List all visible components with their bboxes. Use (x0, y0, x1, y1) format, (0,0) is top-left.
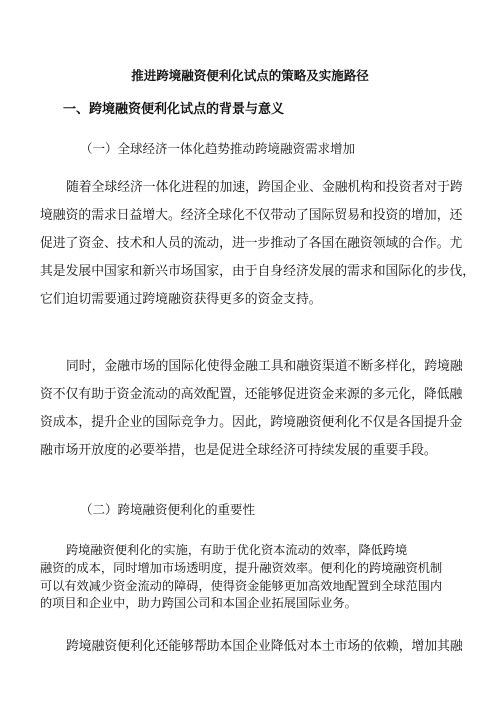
paragraph-line: 融资的成本，同时增加市场透明度，提升融资效率。便利化的跨境融资机制 (40, 561, 443, 575)
paragraph-line: 其是发展中国家和新兴市场国家，由于自身经济发展的需求和国际化的步伐， (40, 264, 476, 279)
paragraph-2 (40, 353, 463, 465)
paragraph-3 (40, 540, 468, 613)
paragraph-line: 境融资的需求日益增大。经济全球化不仅带动了国际贸易和投资的增加，还 (40, 208, 463, 223)
paragraph-line: 资成本，提升企业的国际竞争力。因此，跨境融资便利化不仅是各国提升金 (40, 415, 463, 430)
paragraph-line: 融市场开放度的必要举措，也是促进全球经济可持续发展的重要手段。 (40, 443, 437, 458)
paragraph-line: 可以有效减少资金流动的障碍，使得资金能够更加高效地配置到全球范围内 (40, 578, 443, 593)
paragraph-line: 跨境融资便利化的实施，有助于优化资本流动的效率，降低跨境 (66, 543, 408, 557)
paragraph-line: 促进了资金、技术和人员的流动，进一步推动了各国在融资领域的合作。尤 (40, 236, 463, 251)
paragraph-line: 资不仅有助于资金流动的高效配置，还能够促进资金来源的多元化，降低融 (40, 387, 463, 402)
paragraph-1 (40, 174, 476, 314)
paragraph-line: 它们迫切需要通过跨境融资获得更多的资金支持。 (40, 292, 322, 307)
subsection-heading-1: （一）全球经济一体化趋势推动跨境融资需求增加 (80, 141, 356, 156)
paragraph-line: 随着全球经济一体化进程的加速，跨国企业、金融机构和投资者对于跨 (66, 180, 463, 195)
subsection-heading-2: （二）跨境融资便利化的重要性 (80, 502, 256, 517)
paragraph-line: 的项目和企业中，助力跨国公司和本国企业拓展国际业务。 (40, 596, 357, 610)
document-title: 推进跨境融资便利化试点的策略及实施路径 (131, 68, 369, 83)
paragraph-line: 跨境融资便利化还能够帮助本国企业降低对本土市场的依赖，增加其融 (66, 639, 463, 654)
section-heading-1: 一、跨境融资便利化试点的背景与意义 (63, 102, 285, 117)
paragraph-4 (40, 633, 463, 661)
paragraph-line: 同时，金融市场的国际化使得金融工具和融资渠道不断多样化，跨境融 (66, 359, 463, 374)
